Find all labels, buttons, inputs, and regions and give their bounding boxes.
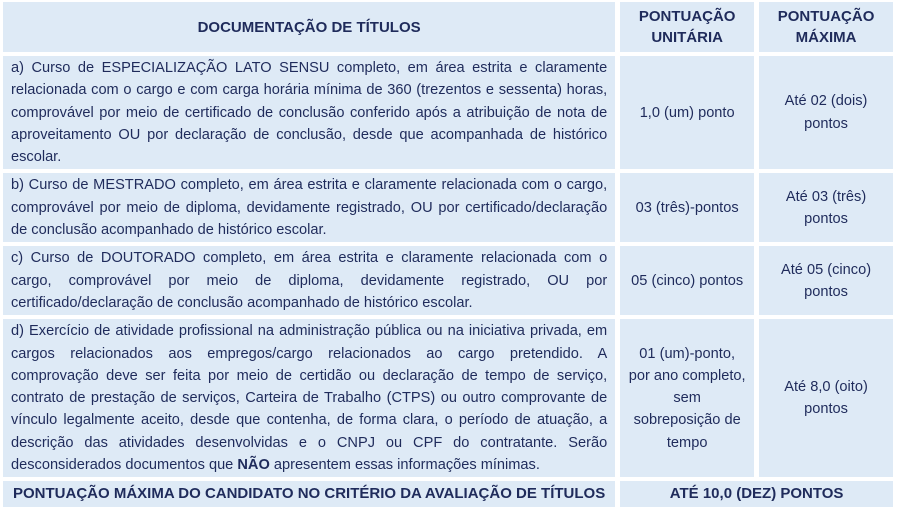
footer-label: PONTUAÇÃO MÁXIMA DO CANDIDATO NO CRITÉRIO DA AVALIAÇÃO DE TÍTULOS xyxy=(3,481,615,507)
footer-value: ATÉ 10,0 (DEZ) PONTOS xyxy=(620,481,893,507)
row-description: b) Curso de MESTRADO completo, em área estrita e claramente relacionada com o cargo, comprovável por meio de diploma, devidamente registrado, OU por certificado/declaração de conclusão acompanhado de histórico escolar. xyxy=(3,173,615,242)
row-max-score: Até 8,0 (oito) pontos xyxy=(759,319,893,477)
table-row xyxy=(3,319,893,477)
header-row xyxy=(3,2,893,52)
row-unit-score: 05 (cinco) pontos xyxy=(620,246,754,315)
footer-row xyxy=(3,481,893,507)
desc-bold: NÃO xyxy=(237,457,270,474)
row-description xyxy=(3,319,615,477)
table-row xyxy=(3,56,893,169)
desc-text: d) Exercício de atividade profissional na administração pública ou na iniciativa privada, em cargos relacionados aos empregos/cargo relacionados ao cargo pretendido. A comprovação deve ser feita por meio de certidão ou declaração de tempo de serviço, contrato de prestação de serviços, Carteira de Trabalho (CTPS) ou outro comprovante de vínculo legalmente aceito, desde que contenha, de forma clara, o período de atuação, a descrição das atividades desenvolvidas e o CNPJ ou CPF do contratante. Serão desconsiderados documentos que xyxy=(11,323,608,474)
desc-text: apresentem essas informações mínimas. xyxy=(269,457,540,474)
row-max-score: Até 02 (dois) pontos xyxy=(759,56,893,169)
table-row xyxy=(3,173,893,242)
row-max-score: Até 05 (cinco) pontos xyxy=(759,246,893,315)
row-unit-score: 01 (um)-ponto, por ano completo, sem sobreposição de tempo xyxy=(620,319,754,477)
row-unit-score: 03 (três)-pontos xyxy=(620,173,754,242)
header-documentation: DOCUMENTAÇÃO DE TÍTULOS xyxy=(3,2,615,52)
row-max-score: Até 03 (três) pontos xyxy=(759,173,893,242)
table-row xyxy=(3,246,893,315)
row-unit-score: 1,0 (um) ponto xyxy=(620,56,754,169)
header-max-score: PONTUAÇÃO MÁXIMA xyxy=(759,2,893,52)
row-description: c) Curso de DOUTORADO completo, em área estrita e claramente relacionada com o cargo, comprovável por meio de diploma, devidamente registrado, OU por certificado/declaração de conclusão acompanhado de histórico escolar. xyxy=(3,246,615,315)
row-description: a) Curso de ESPECIALIZAÇÃO LATO SENSU completo, em área estrita e claramente relacionada com o cargo e com carga horária mínima de 360 (trezentos e sessenta) horas, comprovável por meio de certificado de conclusão conferido após a atribuição de nota de aproveitamento OU por declaração de conclusão, desde que acompanhada de histórico escolar. xyxy=(3,56,615,169)
header-unit-score: PONTUAÇÃO UNITÁRIA xyxy=(620,2,754,52)
